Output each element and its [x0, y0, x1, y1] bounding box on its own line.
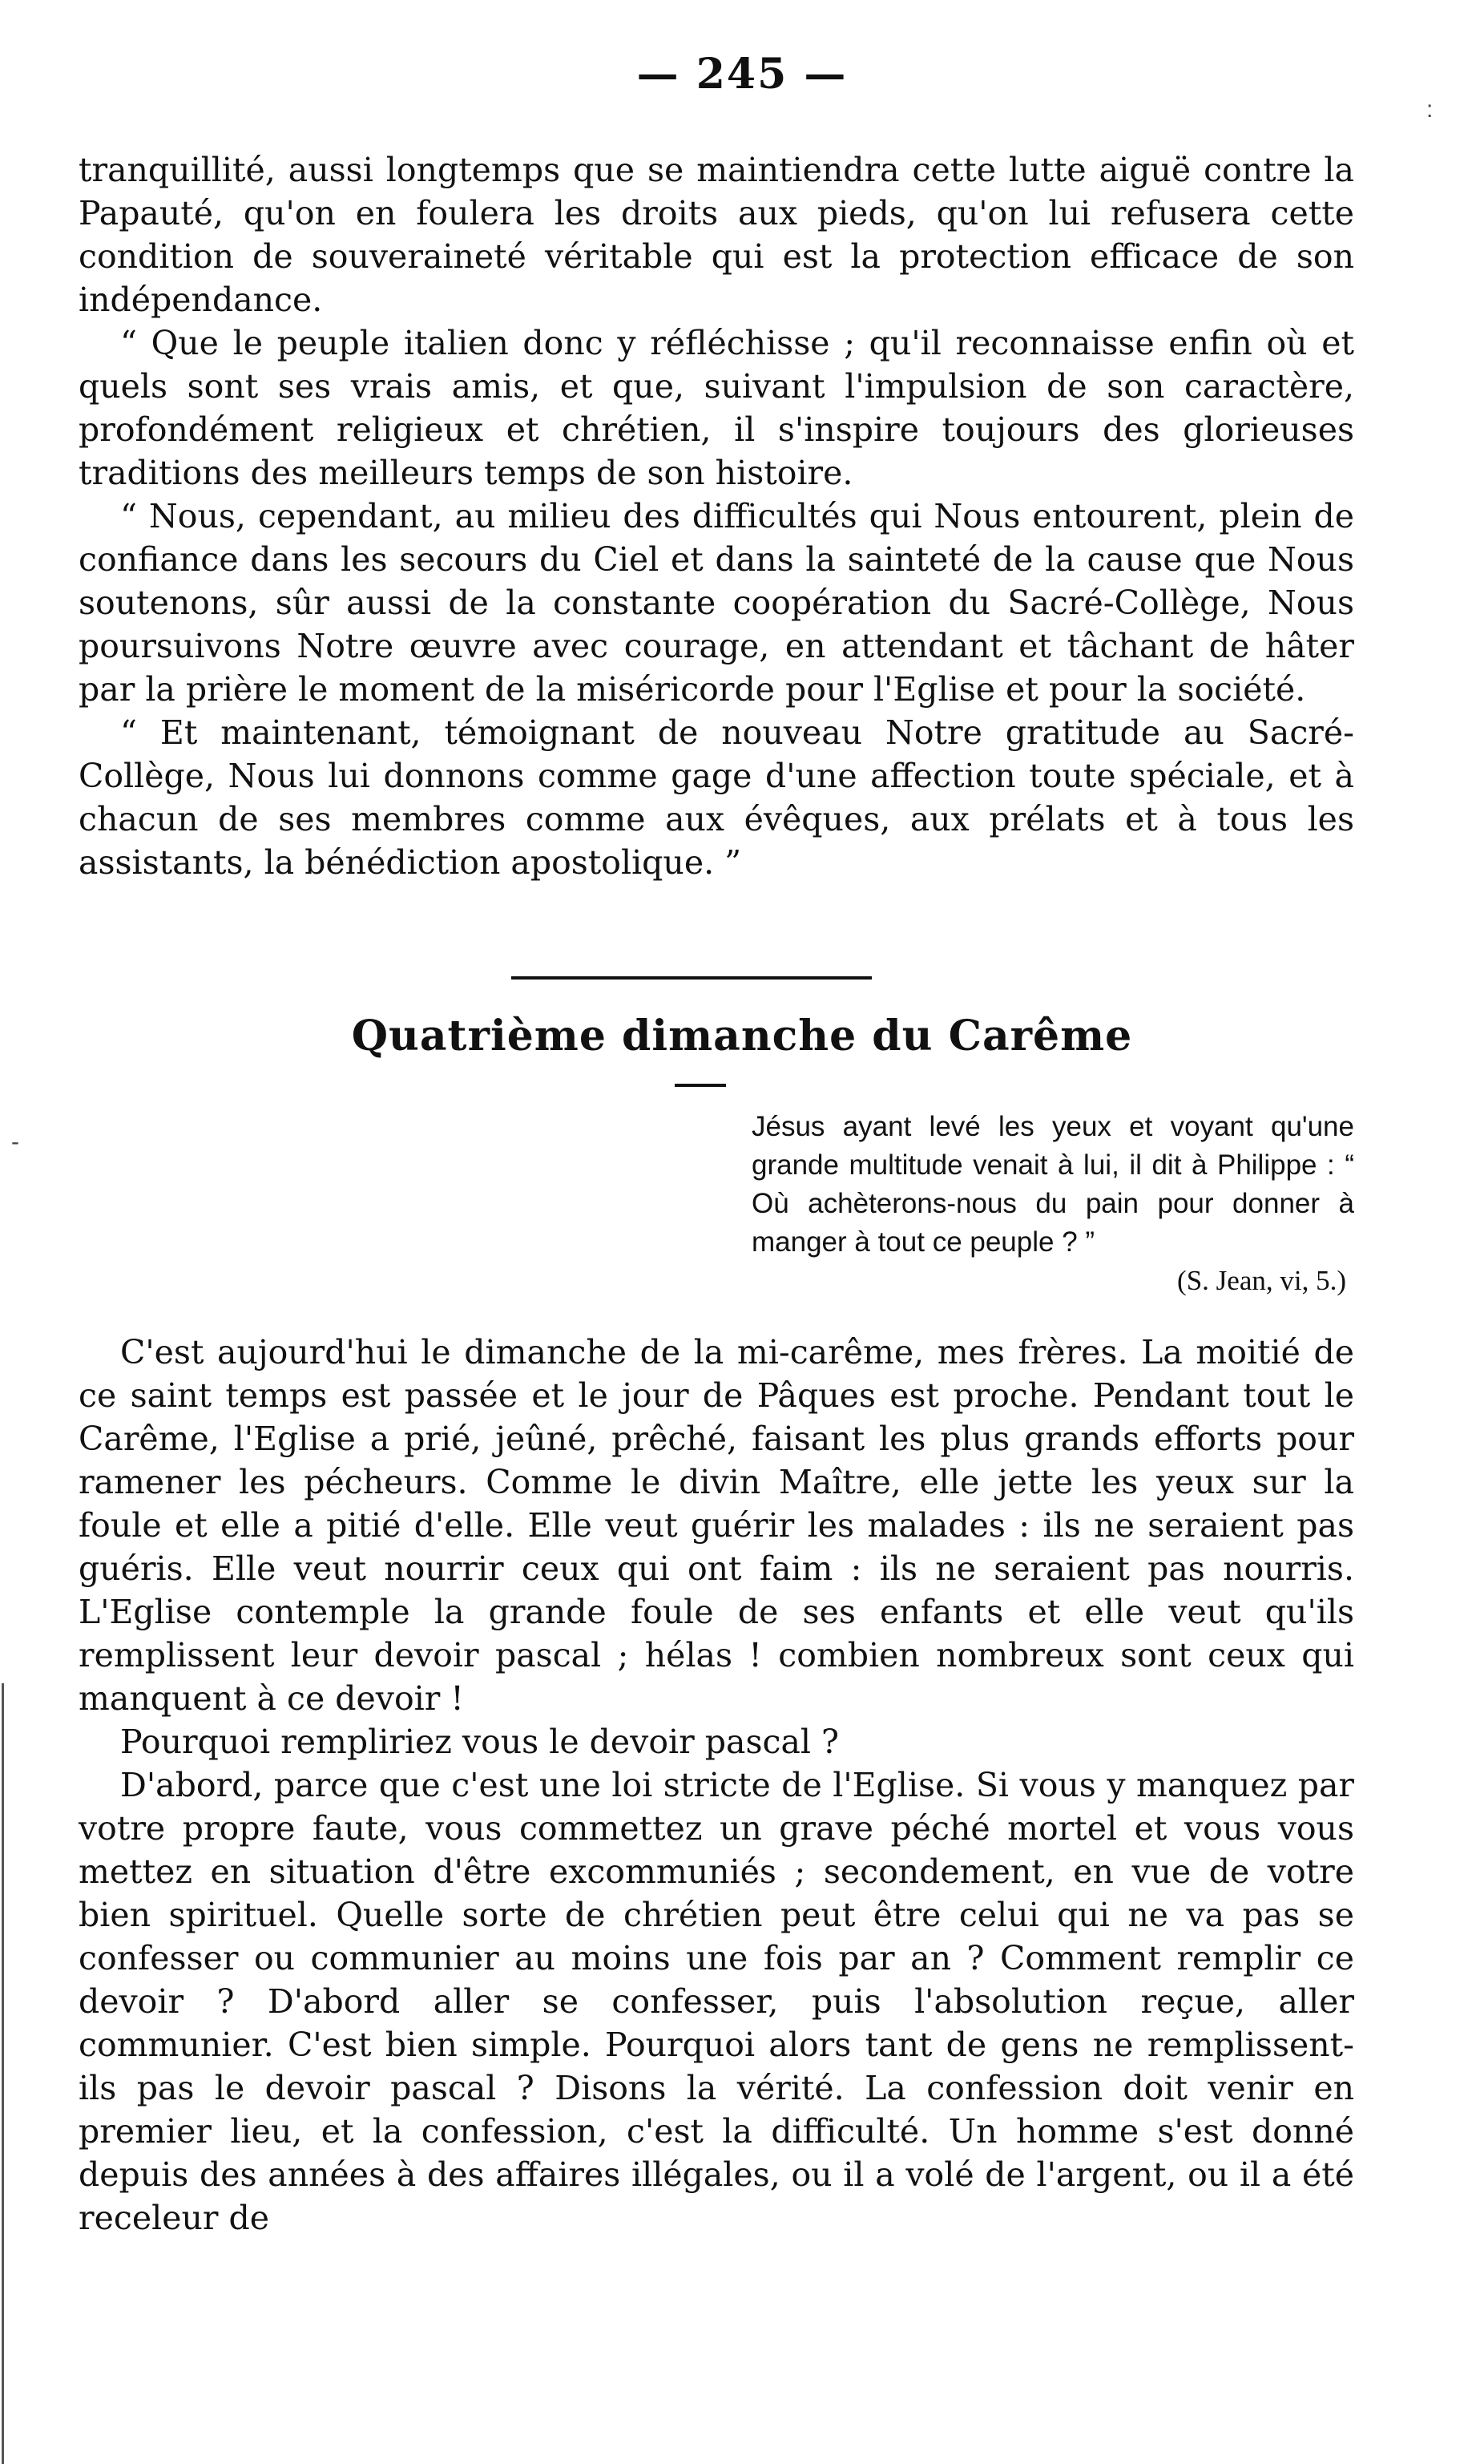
text-block-top [79, 148, 1354, 884]
margin-mark-left: - [11, 1129, 19, 1155]
page-edge-line [2, 1683, 4, 2464]
margin-mark-top: : [1426, 96, 1434, 123]
epigraph-reference: (S. Jean, vi, 5.) [1177, 1265, 1346, 1296]
paragraph: “ Que le peuple italien donc y réfléchisse ; qu'il reconnaisse enfin où et quels sont ses vrais amis, et que, suivant l'impulsion de son caractère, profondément religieux et chrétien, il s'inspire toujours des glorieuses traditions des meilleurs temps de son histoire. [79, 324, 1354, 492]
paragraph: “ Et maintenant, témoignant de nouveau Notre gratitude au Sacré-Collège, Nous lui donnons comme gage d'une affection toute spéciale, et à chacun de ses membres comme aux évêques, aux prélats et à tous les assistants, la bénédiction apostolique. ” [79, 713, 1354, 882]
paragraph: D'abord, parce que c'est une loi stricte de l'Eglise. Si vous y manquez par votre propre faute, vous commettez un grave péché mortel et vous vous mettez en situation d'être excommuniés ; secondement, en vue de votre bien spirituel. Quelle sorte de chrétien peut être celui qui ne va pas se confesser ou communier au moins une fois par an ? Comment remplir ce devoir ? D'abord aller se confesser, puis l'absolution reçue, aller communier. C'est bien simple. Pourquoi alors tant de gens ne remplissent-ils pas le devoir pascal ? Disons la vérité. La confession doit venir en premier lieu, et la confession, c'est la difficulté. Un homme s'est donné depuis des années à des affaires illégales, ou il a volé de l'argent, ou il a été receleur de [79, 1766, 1354, 2237]
paragraph: tranquillité, aussi longtemps que se maintiendra cette lutte aiguë contre la Papauté, qu'on en foulera les droits aux pieds, qu'on lui refusera cette condition de souveraineté véritable qui est la protection efficace de son indépendance. [79, 151, 1354, 319]
page-number: — 245 — [636, 50, 848, 99]
heading-underline [675, 1084, 726, 1087]
paragraph: “ Nous, cependant, au milieu des difficultés qui Nous entourent, plein de confiance dans les secours du Ciel et dans la sainteté de la cause que Nous soutenons, sûr aussi de la constante coopération du Sacré-Collège, Nous poursuivons Notre œuvre avec courage, en attendant et tâchant de hâter par la prière le moment de la miséricorde pour l'Eglise et pour la société. [79, 497, 1354, 709]
epigraph [752, 1108, 1354, 1300]
paragraph: Pourquoi rempliriez vous le devoir pascal ? [120, 1723, 840, 1761]
section-heading: Quatrième dimanche du Carême [351, 1012, 1133, 1060]
text-block-body [79, 1331, 1354, 2240]
paragraph: C'est aujourd'hui le dimanche de la mi-carême, mes frères. La moitié de ce saint temps est passée et le jour de Pâques est proche. Pendant tout le Carême, l'Eglise a prié, jeûné, prêché, faisant les plus grands efforts pour ramener les pécheurs. Comme le divin Maître, elle jette les yeux sur la foule et elle a pitié d'elle. Elle veut guérir les malades : ils ne seraient pas guéris. Elle veut nourrir ceux qui ont faim : ils ne seraient pas nourris. L'Eglise contemple la grande foule de ses enfants et elle veut qu'ils remplissent leur devoir pascal ; hélas ! combien nombreux sont ceux qui manquent à ce devoir ! [79, 1333, 1354, 1718]
epigraph-text: Jésus ayant levé les yeux et voyant qu'une grande multitude venait à lui, il dit à Philippe : “ Où achèterons-nous du pain pour donner à manger à tout ce peuple ? ” [752, 1111, 1354, 1258]
section-divider [511, 976, 872, 980]
